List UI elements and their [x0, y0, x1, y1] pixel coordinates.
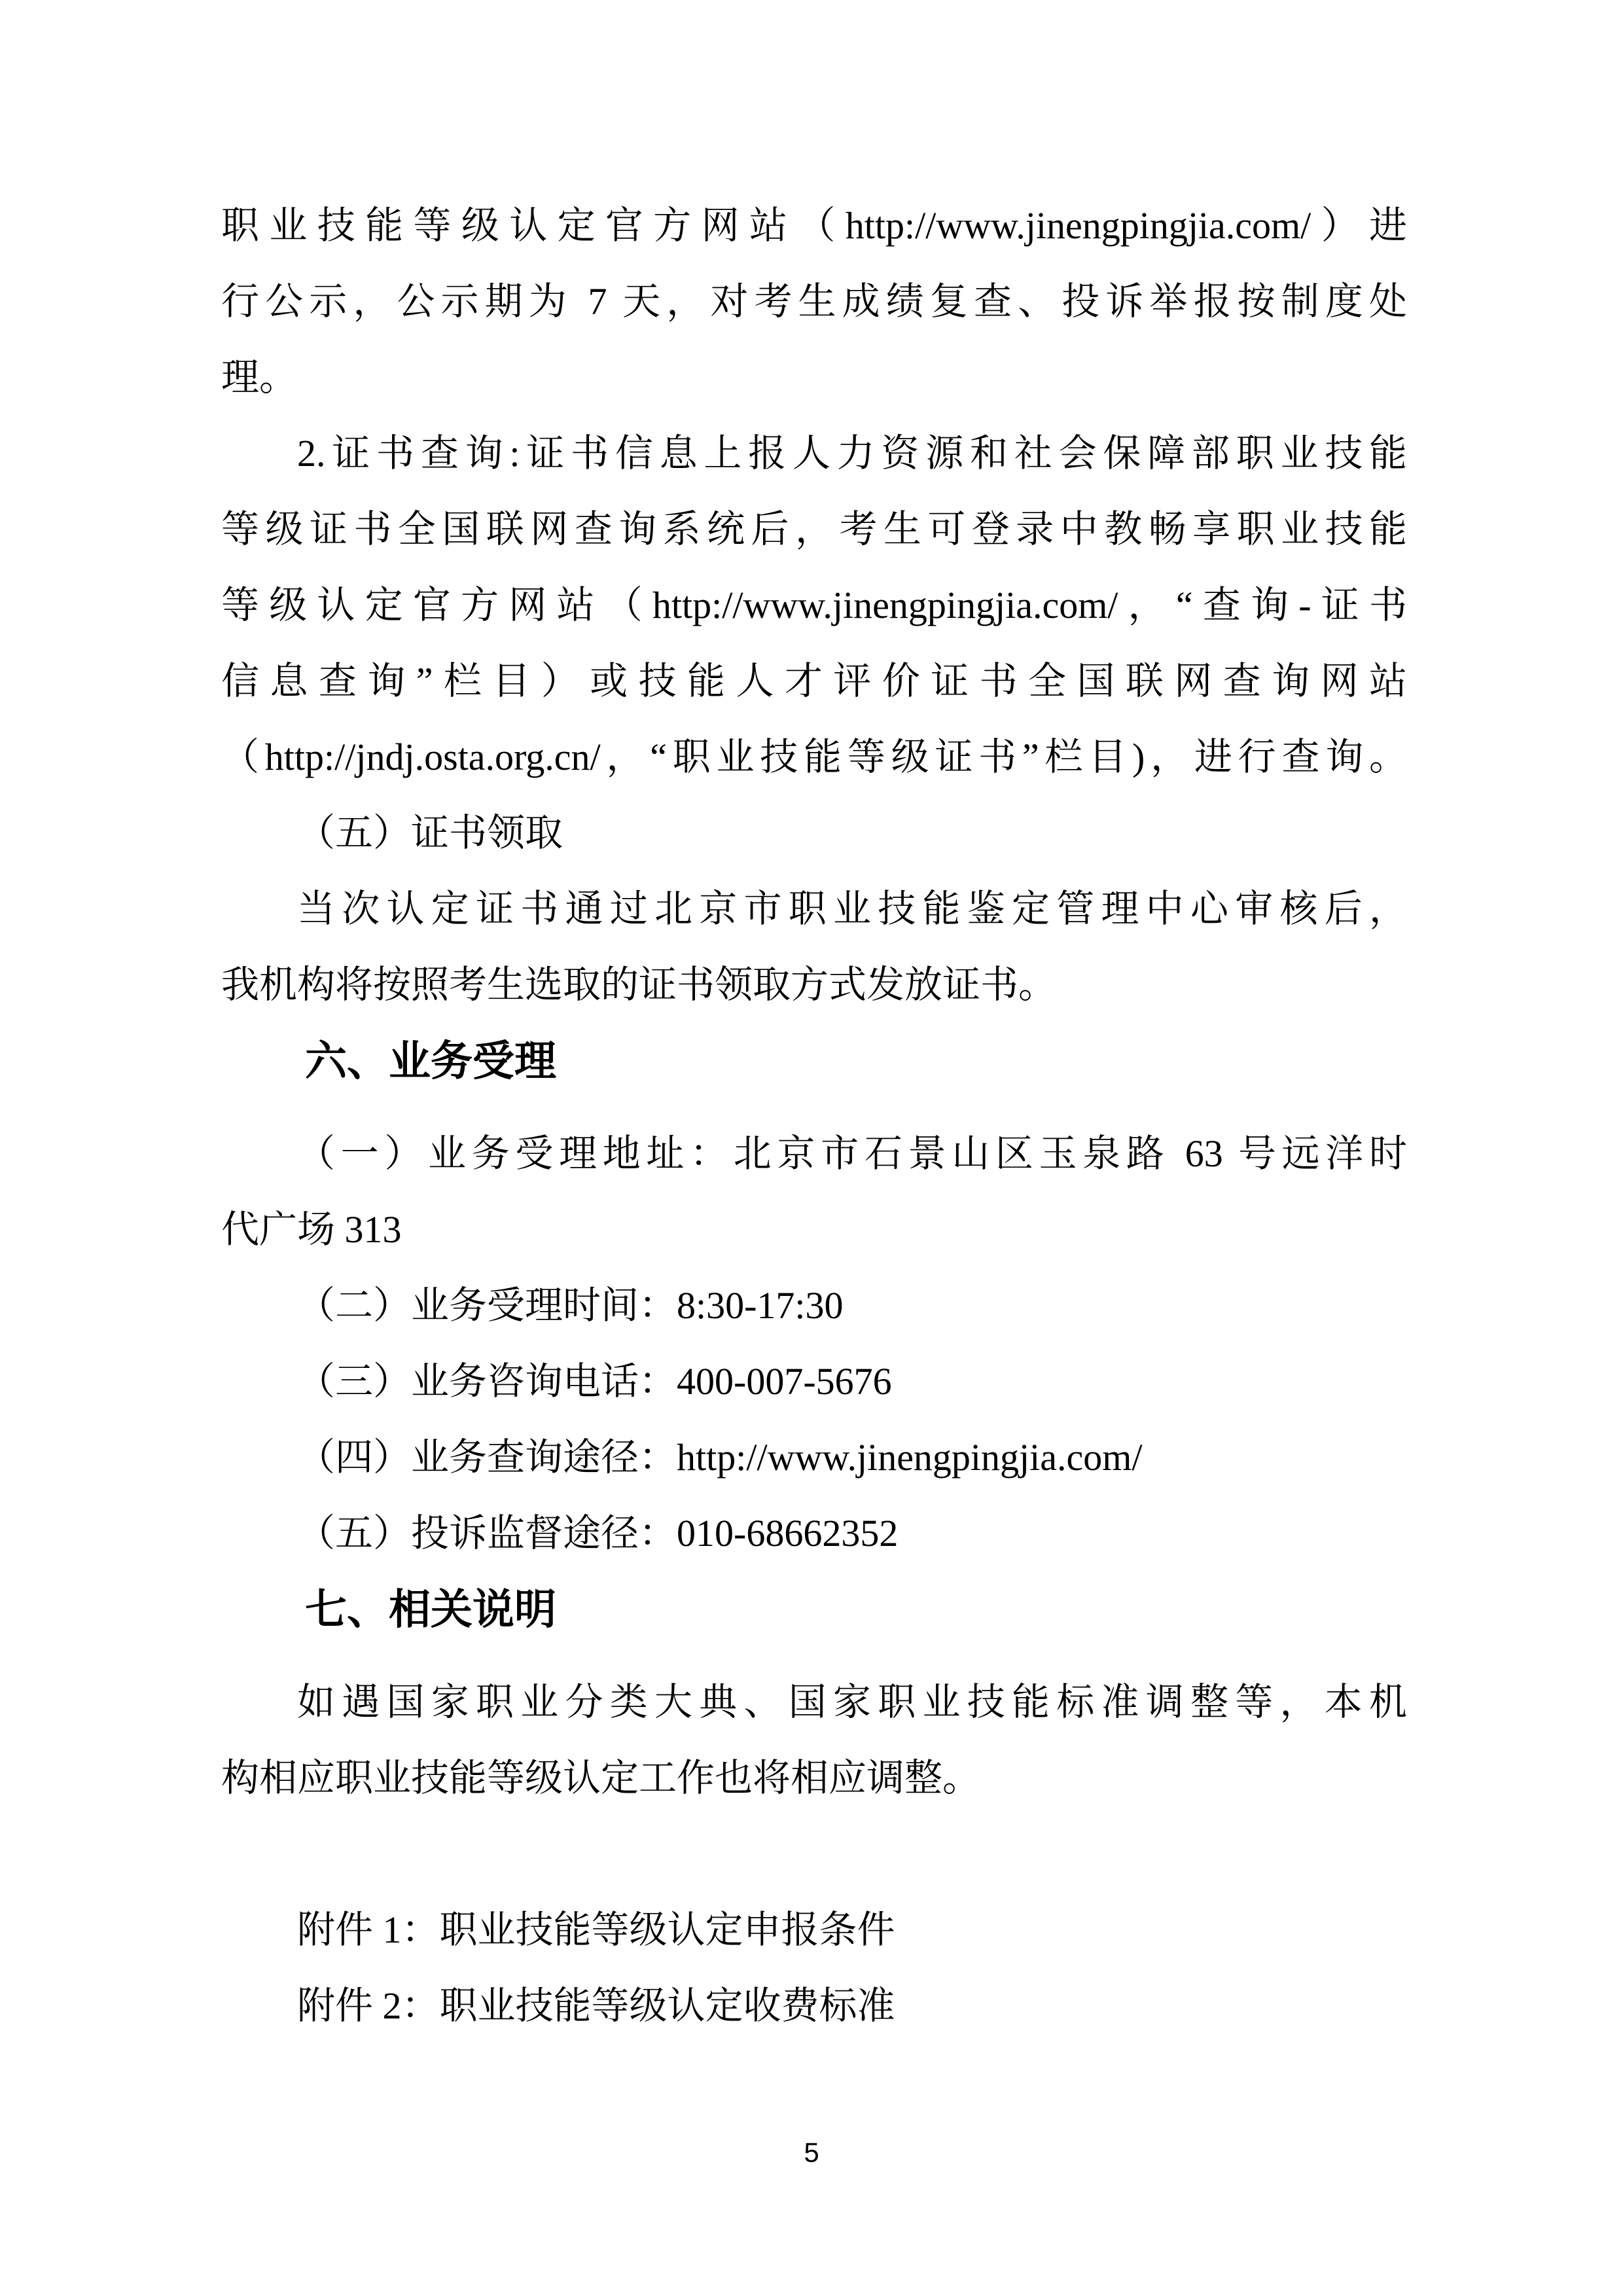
document-body — [221, 188, 1407, 2044]
blank-line — [221, 1816, 1407, 1892]
text-line: （五）投诉监督途径：010-68662352 — [297, 1512, 899, 1554]
text-line: 附件 2：职业技能等级认定收费标准 — [297, 1984, 895, 2027]
text-line: 当次认定证书通过北京市职业技能鉴定管理中心审核后， — [297, 888, 1407, 930]
text-line: 2.证书查询:证书信息上报人力资源和社会保障部职业技能 — [297, 432, 1407, 475]
text-line: 如遇国家职业分类大典、国家职业技能标准调整等，本机 — [297, 1681, 1407, 1723]
text-line: 构相应职业技能等级认定工作也将相应调整。 — [221, 1757, 981, 1799]
section-heading: 七、相关说明 — [305, 1586, 556, 1633]
text-line: 我机构将按照考生选取的证书领取方式发放证书。 — [221, 963, 1057, 1006]
section-heading: 六、业务受理 — [305, 1037, 556, 1085]
text-line: （二）业务受理时间：8:30-17:30 — [297, 1284, 844, 1327]
text-line: 行公示，公示期为 7 天，对考生成绩复查、投诉举报按制度处 — [221, 280, 1407, 323]
text-line: 信息查询”栏目）或技能人才评价证书全国联网查询网站 — [221, 660, 1407, 702]
page-number: 5 — [804, 2137, 819, 2168]
text-line: （一）业务受理地址：北京市石景山区玉泉路 63 号远洋时 — [297, 1132, 1407, 1175]
text-line: 代广场 313 — [221, 1208, 402, 1251]
text-line: （五）证书领取 — [297, 812, 563, 854]
text-line: 等级认定官方网站（http://www.jinengpingjia.com/，“查询-证书 — [221, 584, 1407, 626]
text-line: 职业技能等级认定官方网站（http://www.jinengpingjia.com/）进 — [221, 204, 1407, 247]
text-line: （四）业务查询途径：http://www.jinengpingjia.com/ — [297, 1436, 1143, 1479]
text-line: （三）业务咨询电话：400-007-5676 — [297, 1360, 892, 1403]
text-line: 理。 — [221, 356, 298, 399]
text-line: 附件 1：职业技能等级认定申报条件 — [297, 1909, 895, 1951]
page-footer — [0, 2134, 1623, 2172]
text-line: 等级证书全国联网查询系统后，考生可登录中教畅享职业技能 — [221, 508, 1407, 550]
text-line: （http://jndj.osta.org.cn/，“职业技能等级证书”栏目)，进行查询。 — [221, 736, 1407, 778]
